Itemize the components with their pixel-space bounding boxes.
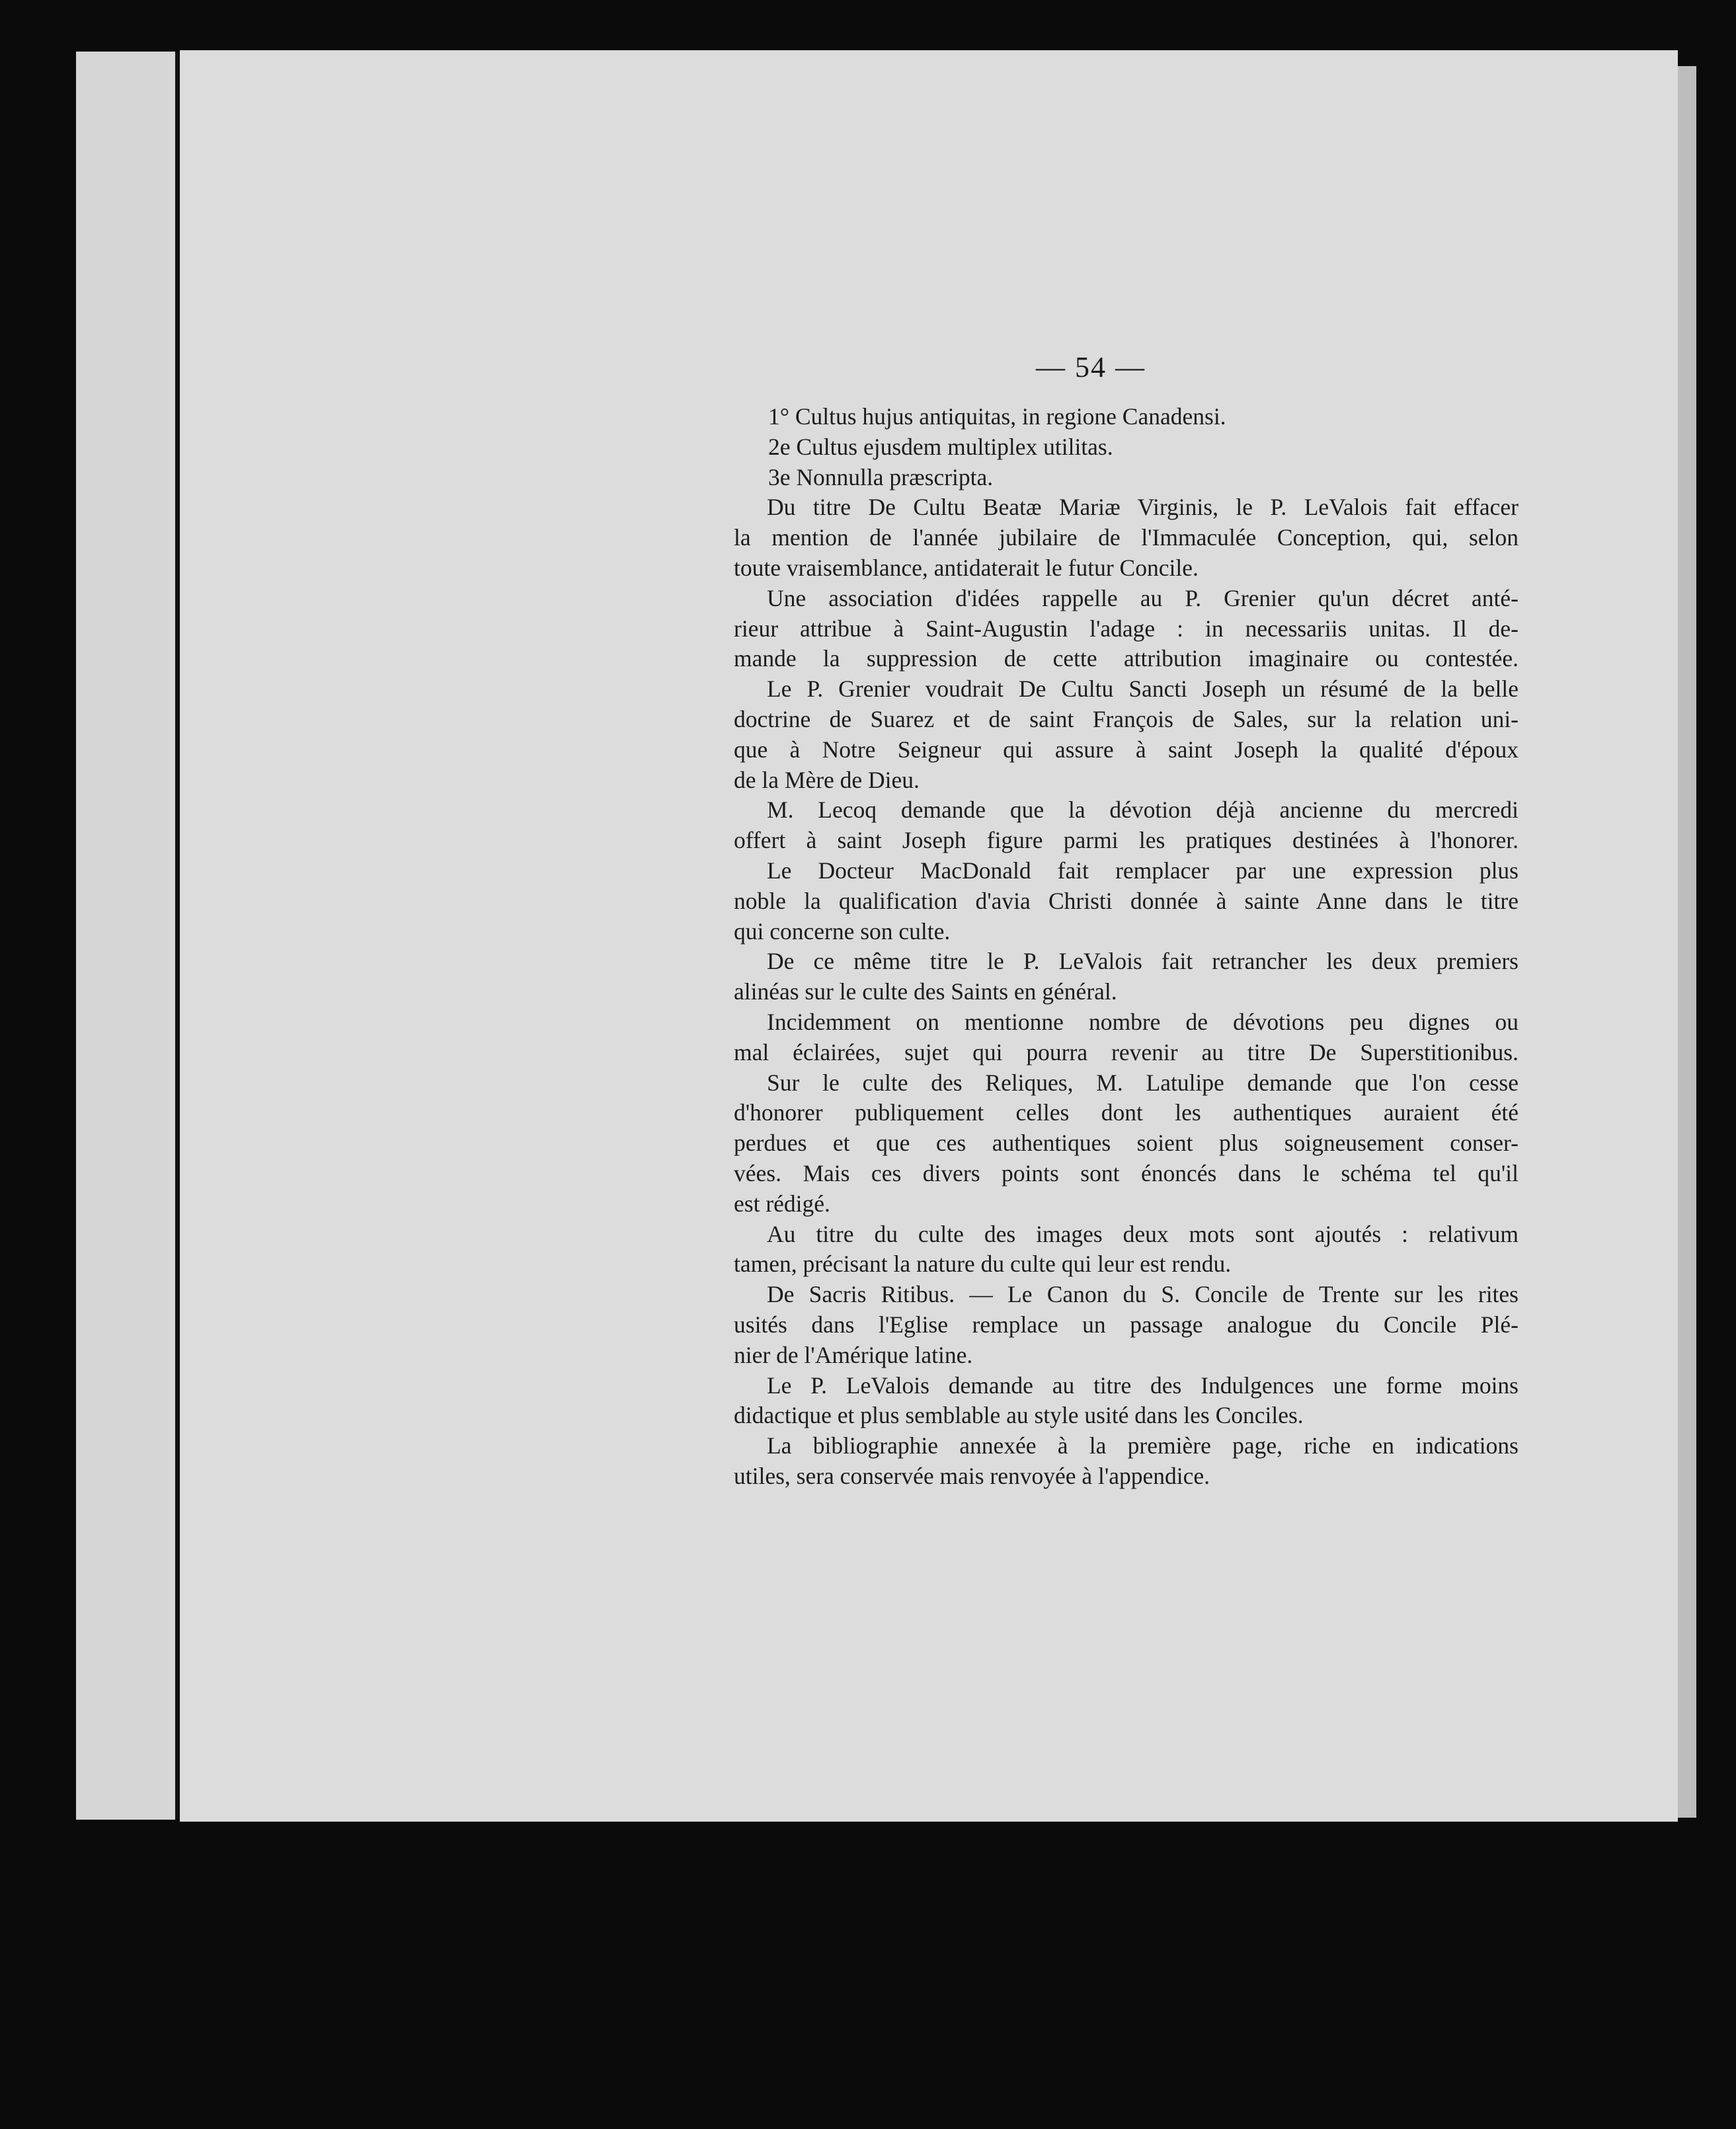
text-line: mal éclairées, sujet qui pourra revenir au titre De Superstitionibus. bbox=[734, 1038, 1519, 1065]
text-line: rieur attribue à Saint-Augustin l'adage : in necessariis unitas. Il de- bbox=[734, 615, 1519, 642]
text-line: Le P. LeValois demande au titre des Indulgences une forme moins bbox=[767, 1372, 1519, 1399]
text-line: 1° Cultus hujus antiquitas, in regione Canadensi. bbox=[768, 403, 1226, 430]
text-line: 3e Nonnulla præscripta. bbox=[768, 463, 994, 490]
text-line: mande la suppression de cette attribution imaginaire ou contestée. bbox=[734, 645, 1519, 672]
page-left-margin bbox=[76, 52, 179, 1820]
text-line: est rédigé. bbox=[734, 1190, 830, 1217]
text-line: alinéas sur le culte des Saints en général. bbox=[734, 978, 1117, 1005]
page-edge bbox=[1678, 66, 1696, 1818]
body-text bbox=[734, 402, 1519, 1492]
text-line: qui concerne son culte. bbox=[734, 917, 951, 945]
text-line: que à Notre Seigneur qui assure à saint Joseph la qualité d'époux bbox=[734, 736, 1519, 763]
text-line: didactique et plus semblable au style usité dans les Conciles. bbox=[734, 1402, 1304, 1429]
text-line: tamen, précisant la nature du culte qui leur est rendu. bbox=[734, 1251, 1232, 1278]
text-line: 2e Cultus ejusdem multiplex utilitas. bbox=[768, 433, 1113, 460]
text-line: Au titre du culte des images deux mots sont ajoutés : relativum bbox=[767, 1220, 1519, 1247]
text-line: Incidemment on mentionne nombre de dévotions peu dignes ou bbox=[767, 1008, 1519, 1035]
text-line: offert à saint Joseph figure parmi les pratiques destinées à l'honorer. bbox=[734, 827, 1519, 854]
text-line: Du titre De Cultu Beatæ Mariæ Virginis, le P. LeValois fait effacer bbox=[767, 494, 1519, 521]
text-line: doctrine de Suarez et de saint François de Sales, sur la relation uni- bbox=[734, 705, 1519, 732]
text-line: Le P. Grenier voudrait De Cultu Sancti Joseph un résumé de la belle bbox=[767, 676, 1519, 703]
text-line: Une association d'idées rappelle au P. Grenier qu'un décret anté- bbox=[767, 584, 1519, 611]
text-line: usités dans l'Eglise remplace un passage analogue du Concile Plé- bbox=[734, 1311, 1519, 1338]
text-line: De ce même titre le P. LeValois fait retrancher les deux premiers bbox=[767, 948, 1519, 975]
text-line: Sur le culte des Reliques, M. Latulipe demande que l'on cesse bbox=[767, 1069, 1519, 1096]
text-line: de la Mère de Dieu. bbox=[734, 766, 920, 793]
text-line: Le Docteur MacDonald fait remplacer par une expression plus bbox=[767, 857, 1519, 884]
text-line: La bibliographie annexée à la première page, riche en indications bbox=[767, 1432, 1519, 1459]
page-number: — 54 — bbox=[1036, 351, 1146, 383]
text-line: De Sacris Ritibus. — Le Canon du S. Concile de Trente sur les rites bbox=[767, 1281, 1519, 1308]
text-line: perdues et que ces authentiques soient plus soigneusement conser- bbox=[734, 1130, 1519, 1157]
text-line: M. Lecoq demande que la dévotion déjà ancienne du mercredi bbox=[767, 796, 1519, 824]
text-line: utiles, sera conservée mais renvoyée à l'appendice. bbox=[734, 1462, 1210, 1489]
text-line: d'honorer publiquement celles dont les authentiques auraient été bbox=[734, 1099, 1519, 1126]
text-line: noble la qualification d'avia Christi donnée à sainte Anne dans le titre bbox=[734, 887, 1519, 914]
text-line: nier de l'Amérique latine. bbox=[734, 1341, 973, 1368]
text-line: toute vraisemblance, antidaterait le futur Concile. bbox=[734, 554, 1199, 581]
text-line: vées. Mais ces divers points sont énoncés dans le schéma tel qu'il bbox=[734, 1159, 1519, 1186]
text-line: la mention de l'année jubilaire de l'Immaculée Conception, qui, selon bbox=[734, 524, 1519, 551]
